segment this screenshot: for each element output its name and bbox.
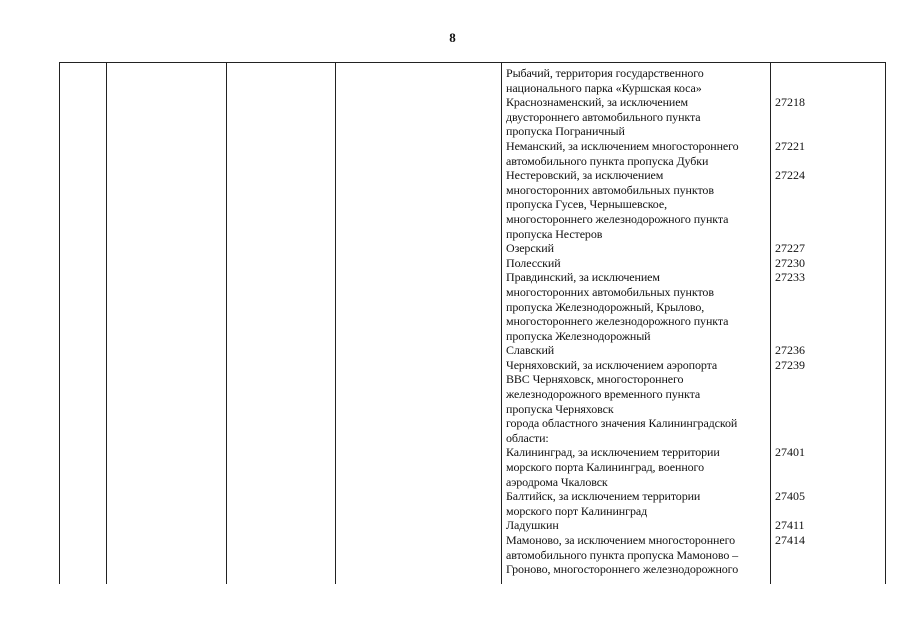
territory-code-spacer [775,66,845,81]
territory-code-spacer [775,81,845,96]
territory-code-spacer [775,227,845,242]
territory-name-line: многосторонних автомобильных пунктов [506,284,714,299]
territory-code-spacer [775,460,845,475]
column-divider [501,63,502,584]
territory-names-column [506,66,768,577]
territory-name-line: Гроново, многостороннего железнодорожного [506,562,739,577]
territory-codes-column [775,66,845,577]
territory-name-line: Калининград, за исключением территории [506,445,720,460]
territory-name-line: области: [506,430,549,445]
territory-code: 27236 [775,343,805,358]
territory-code-spacer [775,431,845,446]
territory-code-spacer [775,548,845,563]
territory-name-line: аэродрома Чкаловск [506,474,608,489]
territory-name-line: Славский [506,343,555,358]
territory-name-line: Мамоново, за исключением многостороннего [506,533,736,547]
territory-name-line: многосторонних автомобильных пунктов [506,182,714,197]
territory-code-spacer [775,387,845,402]
column-divider [335,63,336,584]
territory-code-spacer [775,110,845,125]
territory-code-spacer [775,197,845,212]
territory-code: 27224 [775,168,805,183]
territory-name-line: Озерский [506,241,554,256]
territory-name-line: морского порт Калининград [506,503,648,518]
territory-name-line: многостороннего железнодорожного пункта [506,211,729,226]
page-number: 8 [449,30,456,45]
territory-name-line: Правдинский, за исключением [506,270,660,285]
territory-name-line: автомобильного пункта пропуска Дубки [506,153,709,168]
territory-name-line: Ладушкин [506,518,559,533]
territory-code-spacer [775,416,845,431]
territory-code-spacer [775,475,845,490]
territory-name-line: морского порта Калининград, военного [506,460,704,475]
territory-code: 27239 [775,357,805,372]
territory-name-line: Рыбачий, территория государственного [506,66,704,80]
territory-code: 27221 [775,138,805,153]
territory-table [59,62,886,584]
territory-name-line: пропуска Черняховск [506,401,614,416]
territory-name-line: автомобильного пункта пропуска Мамоново – [506,547,739,562]
column-divider [770,63,771,584]
territory-name-line: Краснознаменский, за исключением [506,95,688,110]
territory-name-line: Неманский, за исключением многостороннего [506,138,739,153]
territory-name-line: пропуска Нестеров [506,226,603,241]
territory-code-spacer [775,504,845,519]
territory-code-spacer [775,562,845,577]
territory-code: 27401 [775,445,805,460]
territory-code-spacer [775,300,845,315]
column-divider [106,63,107,584]
territory-code-spacer [775,372,845,387]
territory-code-spacer [775,329,845,344]
territory-name-line: города областного значения Калининградской [506,416,738,431]
territory-code: 27218 [775,95,805,110]
territory-code: 27230 [775,255,805,270]
territory-name-line: пропуска Железнодорожный [506,328,651,343]
territory-code-spacer [775,285,845,300]
territory-name-line: национального парка «Куршская коса» [506,80,702,95]
territory-name-line: железнодорожного временного пункта [506,387,701,402]
territory-code: 27227 [775,241,805,256]
territory-code-spacer [775,212,845,227]
territory-code-spacer [775,183,845,198]
territory-code: 27414 [775,533,805,547]
territory-name-line: многостороннего железнодорожного пункта [506,314,729,329]
territory-name-line: пропуска Пограничный [506,124,625,139]
territory-name-line: пропуска Железнодорожный, Крылово, [506,299,705,314]
territory-code: 27405 [775,489,805,504]
territory-name-line: Полесский [506,255,561,270]
territory-name-line: Балтийск, за исключением территории [506,489,701,504]
territory-code-spacer [775,124,845,139]
territory-name-line: пропуска Гусев, Чернышевское, [506,197,667,212]
territory-code: 27233 [775,270,805,285]
territory-code: 27411 [775,518,805,533]
territory-name-line: Черняховский, за исключением аэропорта [506,357,718,372]
column-divider [226,63,227,584]
territory-name-line: двустороннего автомобильного пункта [506,109,701,124]
territory-code-spacer [775,402,845,417]
territory-name-line: Нестеровский, за исключением [506,168,664,183]
territory-code-spacer [775,314,845,329]
territory-code-spacer [775,154,845,169]
territory-name-line: ВВС Черняховск, многостороннего [506,372,684,387]
